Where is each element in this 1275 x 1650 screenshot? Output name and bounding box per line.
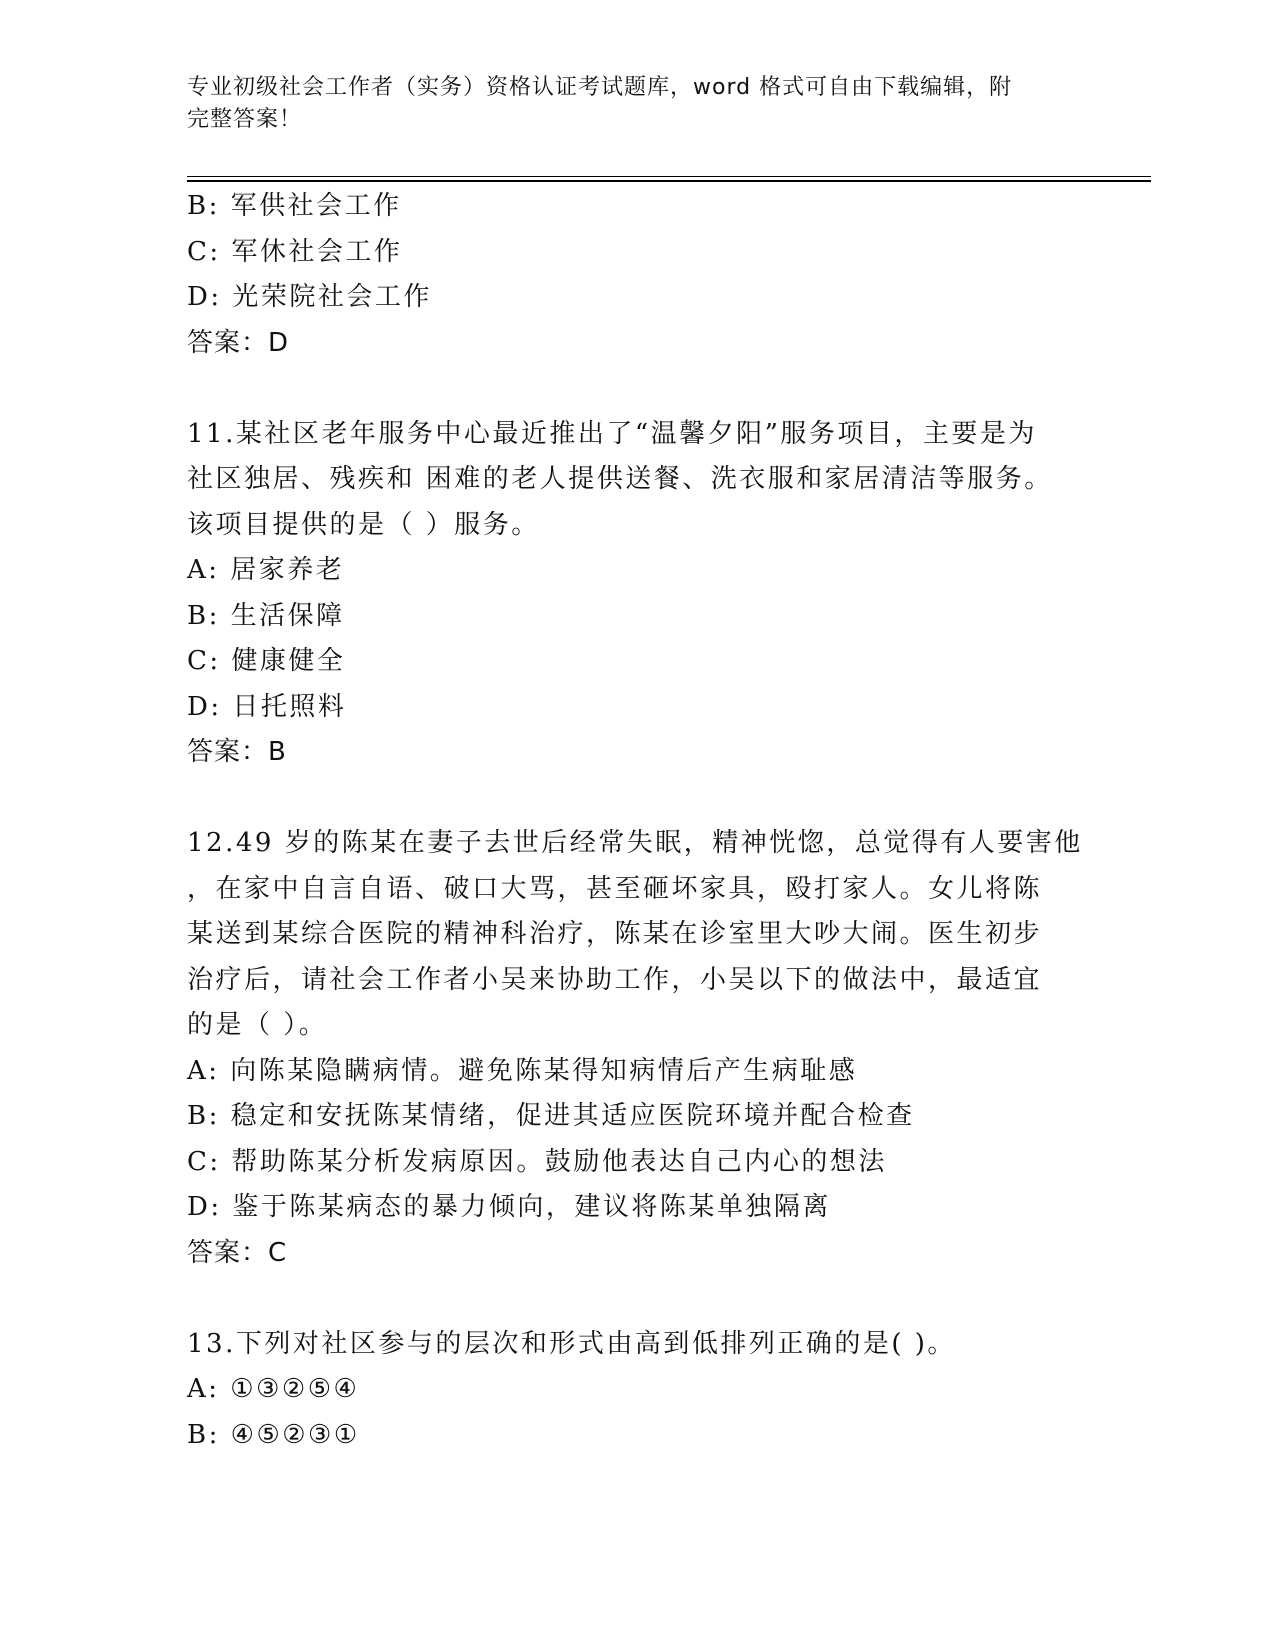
question-13 xyxy=(187,1322,1087,1459)
option-a: A: 向陈某隐瞒病情。避免陈某得知病情后产生病耻感 xyxy=(187,1055,858,1086)
option-c: C: 军休社会工作 xyxy=(187,236,403,267)
header-line-1: 专业初级社会工作者（实务）资格认证考试题库，word 格式可自由下载编辑，附 xyxy=(187,75,1013,100)
answer: 答案：C xyxy=(187,1237,288,1268)
question-stem-line: 11.某社区老年服务中心最近推出了“温馨夕阳”服务项目，主要是为 xyxy=(187,418,1037,449)
option-b: B: ④⑤②③① xyxy=(187,1419,360,1450)
question-prev xyxy=(187,184,1087,366)
option-d: D: 光荣院社会工作 xyxy=(187,282,432,312)
header-line-2: 完整答案！ xyxy=(187,107,303,132)
question-stem-line: 12.49 岁的陈某在妻子去世后经常失眠，精神恍惚，总觉得有人要害他 xyxy=(187,828,1083,858)
option-c: C: 帮助陈某分析发病原因。鼓励他表达自己内心的想法 xyxy=(187,1146,887,1177)
answer: 答案：B xyxy=(187,737,287,767)
question-stem-line: 治疗后，请社会工作者小吴来协助工作，小吴以下的做法中，最适宜 xyxy=(187,964,1043,995)
header-rule-thin xyxy=(187,176,1151,177)
question-stem-line: 某送到某综合医院的精神科治疗，陈某在诊室里大吵大闹。医生初步 xyxy=(187,919,1043,949)
question-stem-line: 社区独居、残疾和 困难的老人提供送餐、洗衣服和家居清洁等服务。 xyxy=(187,464,1053,494)
question-11 xyxy=(187,412,1087,776)
document-header xyxy=(187,72,1087,136)
option-c: C: 健康健全 xyxy=(187,646,346,676)
option-d: D: 日托照料 xyxy=(187,691,347,722)
spacer xyxy=(187,366,1087,412)
header-rule-thick xyxy=(187,180,1151,182)
option-a: A: ①③②⑤④ xyxy=(187,1374,360,1404)
question-stem-line: 13.下列对社区参与的层次和形式由高到低排列正确的是( )。 xyxy=(187,1328,956,1359)
answer: 答案：D xyxy=(187,327,290,358)
document-body xyxy=(187,184,1087,1458)
question-stem-line: 的是（ ）。 xyxy=(187,1010,328,1040)
option-b: B: 军供社会工作 xyxy=(187,191,402,221)
spacer xyxy=(187,1276,1087,1322)
option-b: B: 生活保障 xyxy=(187,600,345,631)
option-a: A: 居家养老 xyxy=(187,555,345,585)
question-stem-line: 该项目提供的是（ ）服务。 xyxy=(187,509,540,540)
question-12 xyxy=(187,821,1087,1276)
option-d: D: 鉴于陈某病态的暴力倾向，建议将陈某单独隔离 xyxy=(187,1192,831,1222)
spacer xyxy=(187,776,1087,822)
option-b: B: 稳定和安抚陈某情绪，促进其适应医院环境并配合检查 xyxy=(187,1101,915,1131)
question-stem-line: ，在家中自言自语、破口大骂，甚至砸坏家具，殴打家人。女儿将陈 xyxy=(187,873,1043,904)
